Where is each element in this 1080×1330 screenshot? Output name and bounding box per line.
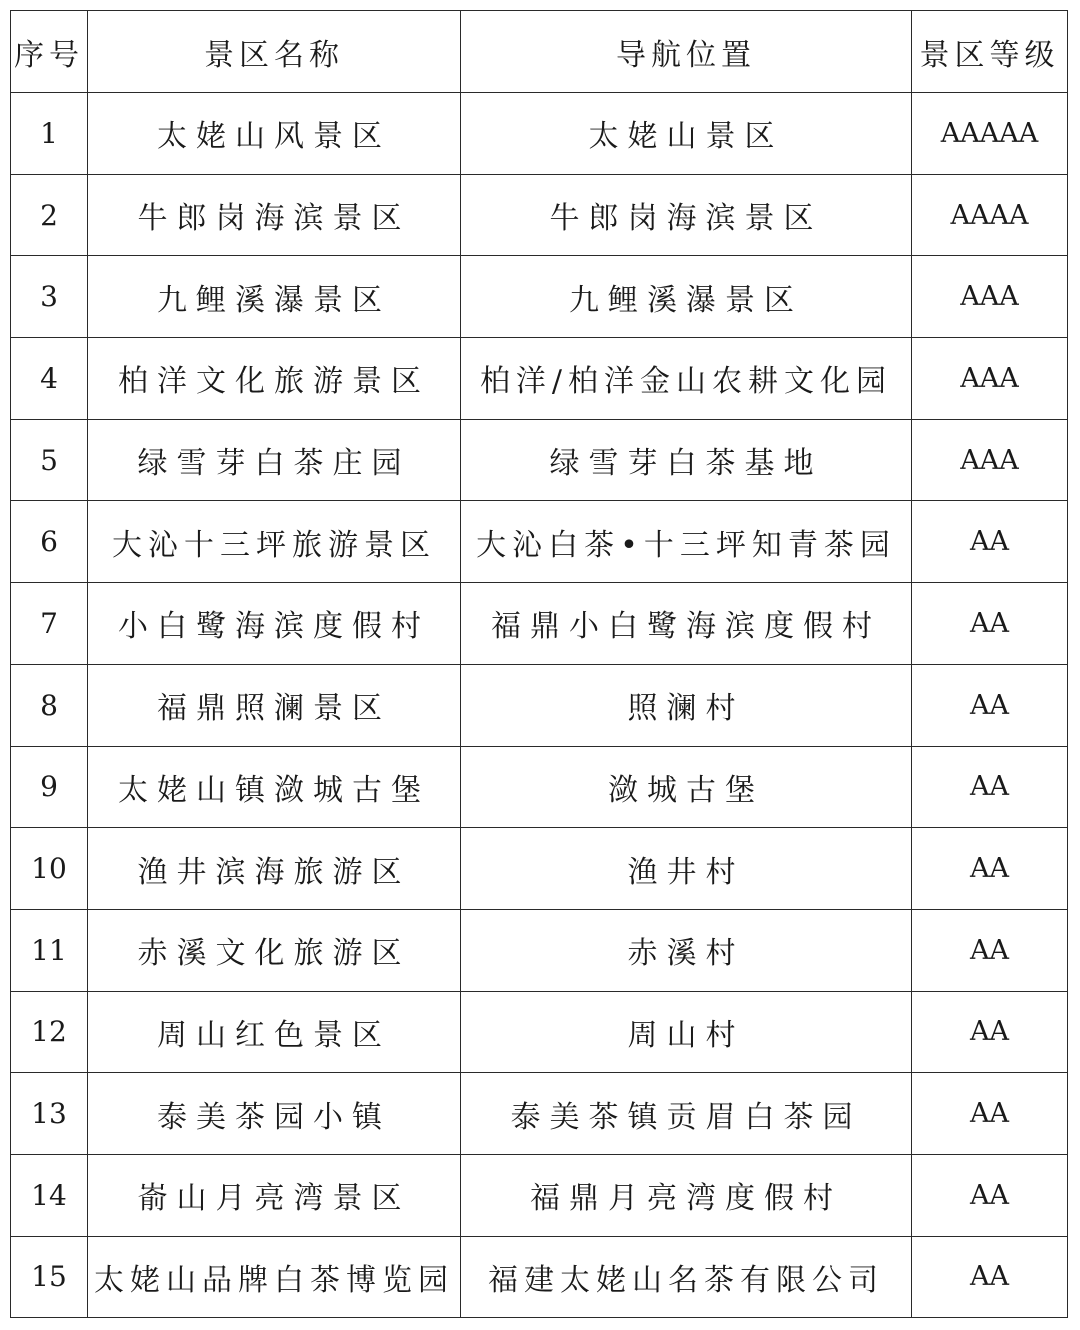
cell-scenic-level: AA xyxy=(912,1073,1068,1155)
cell-scenic-level: AAA xyxy=(912,256,1068,338)
cell-scenic-level: AA xyxy=(912,583,1068,665)
table-row xyxy=(11,909,1068,991)
cell-nav-location: 渔井村 xyxy=(461,828,912,910)
header-nav-location: 导航位置 xyxy=(461,11,912,93)
cell-nav-location: 照澜村 xyxy=(461,664,912,746)
cell-scenic-name: 柏洋文化旅游景区 xyxy=(88,338,461,420)
cell-index: 12 xyxy=(11,991,88,1073)
cell-nav-location: 周山村 xyxy=(461,991,912,1073)
table-row xyxy=(11,828,1068,910)
cell-nav-location: 福建太姥山名茶有限公司 xyxy=(461,1236,912,1318)
cell-nav-location: 潋城古堡 xyxy=(461,746,912,828)
table-row xyxy=(11,1154,1068,1236)
table-row xyxy=(11,419,1068,501)
table-row xyxy=(11,583,1068,665)
cell-scenic-name: 九鲤溪瀑景区 xyxy=(88,256,461,338)
cell-scenic-level: AA xyxy=(912,746,1068,828)
cell-index: 7 xyxy=(11,583,88,665)
table-row xyxy=(11,991,1068,1073)
header-index: 序号 xyxy=(11,11,88,93)
cell-index: 8 xyxy=(11,664,88,746)
table-header-row xyxy=(11,11,1068,93)
header-scenic-level: 景区等级 xyxy=(912,11,1068,93)
cell-nav-location: 牛郎岗海滨景区 xyxy=(461,174,912,256)
cell-scenic-level: AAAA xyxy=(912,174,1068,256)
cell-nav-location: 大沁白茶•十三坪知青茶园 xyxy=(461,501,912,583)
table-row xyxy=(11,93,1068,175)
scenic-area-table xyxy=(10,10,1068,1318)
table-row xyxy=(11,338,1068,420)
cell-index: 2 xyxy=(11,174,88,256)
cell-index: 15 xyxy=(11,1236,88,1318)
cell-scenic-level: AAAAA xyxy=(912,93,1068,175)
cell-scenic-level: AAA xyxy=(912,338,1068,420)
cell-scenic-name: 大沁十三坪旅游景区 xyxy=(88,501,461,583)
cell-index: 13 xyxy=(11,1073,88,1155)
cell-scenic-level: AA xyxy=(912,991,1068,1073)
cell-scenic-name: 太姥山品牌白茶博览园 xyxy=(88,1236,461,1318)
cell-scenic-name: 福鼎照澜景区 xyxy=(88,664,461,746)
cell-scenic-level: AA xyxy=(912,828,1068,910)
table-row xyxy=(11,1073,1068,1155)
cell-nav-location: 太姥山景区 xyxy=(461,93,912,175)
cell-scenic-level: AA xyxy=(912,1236,1068,1318)
cell-scenic-level: AA xyxy=(912,1154,1068,1236)
cell-scenic-name: 绿雪芽白茶庄园 xyxy=(88,419,461,501)
cell-nav-location: 九鲤溪瀑景区 xyxy=(461,256,912,338)
cell-index: 5 xyxy=(11,419,88,501)
cell-scenic-name: 太姥山风景区 xyxy=(88,93,461,175)
cell-scenic-level: AA xyxy=(912,909,1068,991)
cell-index: 11 xyxy=(11,909,88,991)
cell-scenic-level: AAA xyxy=(912,419,1068,501)
header-scenic-name: 景区名称 xyxy=(88,11,461,93)
cell-scenic-name: 周山红色景区 xyxy=(88,991,461,1073)
cell-scenic-name: 赤溪文化旅游区 xyxy=(88,909,461,991)
table-row xyxy=(11,256,1068,338)
cell-nav-location: 柏洋/柏洋金山农耕文化园 xyxy=(461,338,912,420)
cell-nav-location: 绿雪芽白茶基地 xyxy=(461,419,912,501)
cell-index: 4 xyxy=(11,338,88,420)
cell-scenic-name: 渔井滨海旅游区 xyxy=(88,828,461,910)
table-row xyxy=(11,501,1068,583)
cell-nav-location: 泰美茶镇贡眉白茶园 xyxy=(461,1073,912,1155)
cell-nav-location: 福鼎月亮湾度假村 xyxy=(461,1154,912,1236)
cell-index: 1 xyxy=(11,93,88,175)
table-row xyxy=(11,746,1068,828)
table-row xyxy=(11,174,1068,256)
cell-index: 14 xyxy=(11,1154,88,1236)
cell-scenic-name: 牛郎岗海滨景区 xyxy=(88,174,461,256)
cell-nav-location: 福鼎小白鹭海滨度假村 xyxy=(461,583,912,665)
cell-scenic-name: 太姥山镇潋城古堡 xyxy=(88,746,461,828)
cell-scenic-name: 小白鹭海滨度假村 xyxy=(88,583,461,665)
cell-scenic-level: AA xyxy=(912,664,1068,746)
scenic-area-table-container xyxy=(10,10,1067,1318)
cell-scenic-level: AA xyxy=(912,501,1068,583)
cell-scenic-name: 泰美茶园小镇 xyxy=(88,1073,461,1155)
table-row xyxy=(11,664,1068,746)
cell-scenic-name: 嵛山月亮湾景区 xyxy=(88,1154,461,1236)
cell-nav-location: 赤溪村 xyxy=(461,909,912,991)
cell-index: 9 xyxy=(11,746,88,828)
cell-index: 10 xyxy=(11,828,88,910)
cell-index: 6 xyxy=(11,501,88,583)
cell-index: 3 xyxy=(11,256,88,338)
table-row xyxy=(11,1236,1068,1318)
